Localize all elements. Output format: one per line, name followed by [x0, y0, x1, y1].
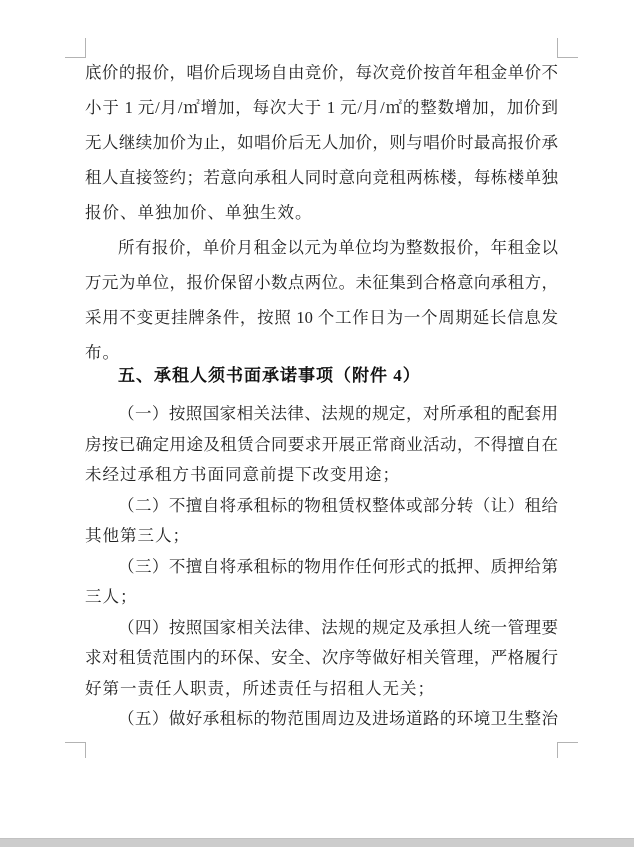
text-line: 未经过承租方书面同意前提下改变用途； — [85, 465, 400, 484]
text-line: 房按已确定用途及租赁合同要求开展正常商业活动，不得擅自在 — [85, 434, 558, 454]
text-line: 其他第三人； — [85, 526, 190, 545]
page-boundary — [0, 838, 634, 847]
section-heading: 五、承租人须书面承诺事项（附件 4） — [118, 366, 421, 385]
crop-mark-top-left — [65, 38, 86, 58]
text-line: 好第一责任人职责，所述责任与招租人无关； — [85, 678, 435, 698]
text-line: 无人继续加价为止，如唱价后无人加价，则与唱价时最高报价承 — [85, 133, 558, 152]
text-line: （一）按照国家相关法律、法规的规定，对所承租的配套用 — [118, 404, 558, 423]
text-line: 万元为单位，报价保留小数点两位。未征集到合格意向承租方， — [85, 273, 558, 292]
text-line: 求对租赁范围内的环保、安全、次序等做好相关管理，严格履行 — [85, 648, 558, 667]
text-line: 小于 1 元/月/㎡增加，每次大于 1 元/月/㎡的整数增加，加价到 — [85, 98, 558, 117]
text-line: （二）不擅自将承租标的物租赁权整体或部分转（让）租给 — [118, 495, 558, 515]
text-line: 布。 — [85, 343, 120, 362]
text-line: （五）做好承租标的物范围周边及进场道路的环境卫生整治 — [118, 709, 558, 728]
text-line: 租人直接签约；若意向承租人同时意向竞租两栋楼，每栋楼单独 — [85, 168, 558, 187]
crop-mark-top-right — [557, 38, 578, 58]
paragraph-block-top — [85, 55, 558, 370]
text-line: （三）不擅自将承租标的物用作任何形式的抵押、质押给第 — [118, 556, 558, 576]
text-line: 所有报价，单价月租金以元为单位均为整数报价，年租金以 — [118, 238, 558, 257]
paragraph-block-commitments — [85, 399, 558, 735]
crop-mark-bottom-left — [65, 742, 86, 758]
crop-mark-bottom-right — [557, 742, 578, 758]
text-line: （四）按照国家相关法律、法规的规定及承担人统一管理要 — [118, 617, 558, 637]
text-line: 采用不变更挂牌条件，按照 10 个工作日为一个周期延长信息发 — [85, 308, 558, 327]
text-line: 报价、单独加价、单独生效。 — [85, 203, 313, 222]
text-line: 底价的报价，唱价后现场自由竞价，每次竞价按首年租金单价不 — [85, 63, 558, 82]
text-line: 三人； — [85, 587, 138, 606]
